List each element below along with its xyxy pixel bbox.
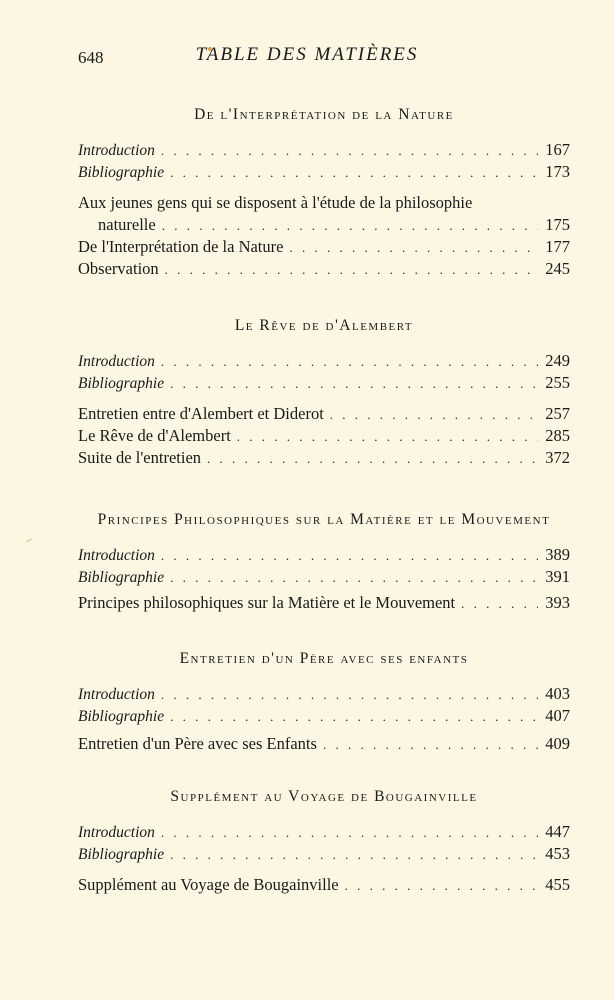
entry-page: 245 xyxy=(545,259,570,278)
dot-leader xyxy=(237,426,538,448)
entry-page: 173 xyxy=(545,162,570,181)
entry-page: 403 xyxy=(545,684,570,703)
entry-title: Introduction xyxy=(78,547,155,564)
entry-page: 409 xyxy=(545,734,570,753)
dot-leader xyxy=(170,706,538,728)
toc-section-principes xyxy=(78,508,570,614)
entry-title: De l'Interprétation de la Nature xyxy=(78,237,284,256)
toc-entry[interactable] xyxy=(78,843,570,865)
toc-entry[interactable] xyxy=(78,447,570,469)
entry-title: Bibliographie xyxy=(78,375,165,392)
entry-page: 447 xyxy=(545,822,570,841)
toc-entry[interactable] xyxy=(78,236,570,258)
entry-title: Principes philosophiques sur la Matière et le Mouvement xyxy=(78,593,456,612)
toc-section-interpretation-nature xyxy=(78,103,570,280)
toc-entry[interactable] xyxy=(78,139,570,161)
entry-page: 372 xyxy=(545,448,570,467)
dot-leader xyxy=(170,567,538,589)
toc-entry[interactable] xyxy=(78,161,570,183)
entry-title: Entretien d'un Père avec ses Enfants xyxy=(78,734,317,753)
toc-entry[interactable] xyxy=(78,544,570,566)
margin-mark xyxy=(26,539,32,543)
toc-entry[interactable] xyxy=(78,372,570,394)
toc-entry[interactable] xyxy=(78,733,570,755)
entry-title: Bibliographie xyxy=(78,569,165,586)
page-number: 648 xyxy=(78,48,104,67)
toc-entry[interactable] xyxy=(78,566,570,588)
dot-leader xyxy=(170,844,538,866)
entry-page: 175 xyxy=(545,215,570,234)
entry-page: 167 xyxy=(545,140,570,159)
section-title: Entretien d'un Père avec ses enfants xyxy=(179,650,469,667)
section-title: Principes Philosophiques sur la Matière et le Mouvement xyxy=(97,511,551,528)
entry-page: 389 xyxy=(545,545,570,564)
entry-title: Bibliographie xyxy=(78,846,165,863)
dot-leader xyxy=(170,373,538,395)
toc-entry[interactable] xyxy=(78,214,570,236)
dot-leader xyxy=(161,822,538,844)
toc-section-supplement xyxy=(78,785,570,896)
toc-entry[interactable] xyxy=(78,683,570,705)
toc-entry[interactable] xyxy=(78,403,570,425)
toc-section-reve-alembert xyxy=(78,314,570,469)
entry-page: 177 xyxy=(545,237,570,256)
dot-leader xyxy=(161,140,538,162)
entry-page: 285 xyxy=(545,426,570,445)
toc-entry[interactable] xyxy=(78,592,570,614)
entry-title: Observation xyxy=(78,259,159,278)
toc-entry[interactable] xyxy=(78,425,570,447)
dot-leader xyxy=(161,545,538,567)
entry-title: Bibliographie xyxy=(78,708,165,725)
running-title: TABLE DES MATIÈRES xyxy=(195,44,419,65)
entry-title: Introduction xyxy=(78,142,155,159)
toc-entry[interactable] xyxy=(78,258,570,280)
toc-section-entretien-pere xyxy=(78,647,570,755)
section-title: De l'Interprétation de la Nature xyxy=(194,106,454,123)
dot-leader xyxy=(165,259,538,281)
entry-page: 391 xyxy=(545,567,570,586)
dot-leader xyxy=(289,237,538,259)
entry-title-line1[interactable]: Aux jeunes gens qui se disposent à l'étude de la philosophie xyxy=(78,193,473,212)
dot-leader xyxy=(161,684,538,706)
dot-leader xyxy=(323,734,538,756)
dot-leader xyxy=(345,875,538,897)
dot-leader xyxy=(330,404,538,426)
section-title: Le Rêve de d'Alembert xyxy=(234,317,414,334)
entry-page: 455 xyxy=(545,875,570,894)
entry-title: Introduction xyxy=(78,353,155,370)
entry-title: Entretien entre d'Alembert et Diderot xyxy=(78,404,324,423)
entry-title: Bibliographie xyxy=(78,164,165,181)
toc-entry[interactable] xyxy=(78,821,570,843)
dot-leader xyxy=(161,351,538,373)
entry-page: 453 xyxy=(545,844,570,863)
entry-page: 407 xyxy=(545,706,570,725)
dot-leader xyxy=(162,215,538,237)
dot-leader xyxy=(461,593,538,615)
entry-page: 257 xyxy=(545,404,570,423)
entry-page: 255 xyxy=(545,373,570,392)
entry-title: Introduction xyxy=(78,824,155,841)
entry-page: 249 xyxy=(545,351,570,370)
entry-title: Le Rêve de d'Alembert xyxy=(78,426,231,445)
entry-page: 393 xyxy=(545,593,570,612)
running-head xyxy=(78,44,536,74)
dot-leader xyxy=(207,448,538,470)
section-title: Supplément au Voyage de Bougainville xyxy=(170,788,478,805)
dot-leader xyxy=(170,162,538,184)
toc-entry[interactable] xyxy=(78,705,570,727)
entry-title: Suite de l'entretien xyxy=(78,448,202,467)
entry-title: naturelle xyxy=(98,215,156,234)
entry-title: Supplément au Voyage de Bougainville xyxy=(78,875,339,894)
toc-entry[interactable] xyxy=(78,350,570,372)
toc-entry[interactable] xyxy=(78,874,570,896)
entry-title: Introduction xyxy=(78,686,155,703)
